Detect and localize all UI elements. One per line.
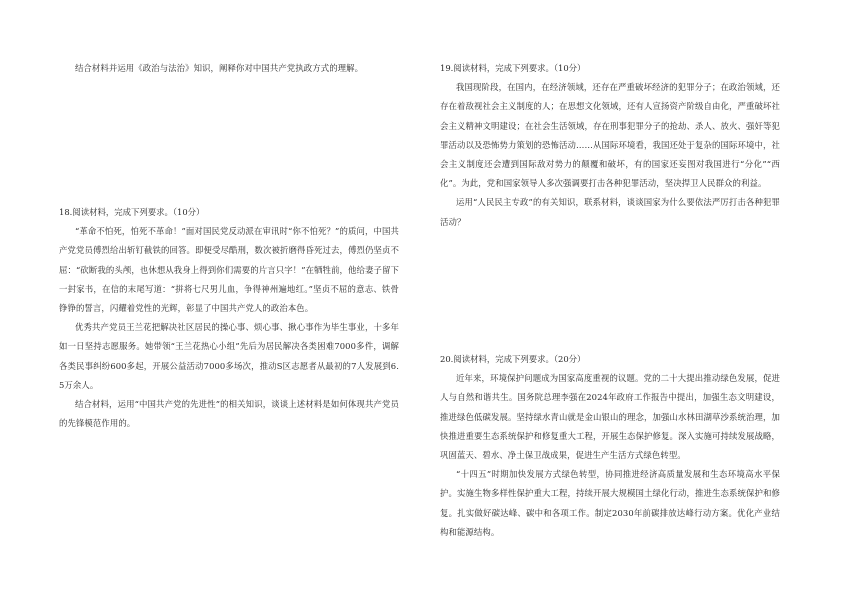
question-18-material-1: “革命不怕死，怕死不革命！”面对国民党反动派在审讯时“你不怕死？”的质问，中国共产党党员傅烈给出斩钉截铁的回答。即便受尽酷刑，数次被折磨得昏死过去，傅烈仍坚贞不屈：“砍断我的头颅，也休想从我身上得到你们需要的片言只字！”在牺牲前，他给妻子留下一封家书，在信的末尾写道：“拼将七尺男儿血，争得神州遍地红。”坚贞不屈的意志、铁骨铮铮的誓言，闪耀着党性的光辉，彰显了中国共产党人的政治本色。 (59, 226, 399, 314)
question-19 (440, 59, 780, 232)
question-19-material: 我国现阶段，在国内，在经济领域，还存在严重破坏经济的犯罪分子；在政治领域，还存在着敌视社会主义制度的人；在思想文化领域，还有人宣扬资产阶级自由化，严重破坏社会主义精神文明建设；在社会生活领域，存在刑事犯罪分子的抢劫、杀人、放火、强奸等犯罪活动以及恐怖势力策划的恐怖活动……从国际环境看，我国还处于复杂的国际环境中，社会主义制度还会遭到国际敌对势力的颠覆和破坏，有的国家还妄图对我国进行“分化”“西化”。为此，党和国家领导人多次强调要打击各种犯罪活动，坚决捍卫人民群众的利益。 (440, 82, 780, 189)
question-18-material-2: 优秀共产党员王兰花把解决社区居民的操心事、烦心事、揪心事作为毕生事业，十多年如一日坚持志愿服务。她带领“王兰花热心小组”先后为居民解决各类困难7000多件，调解各类民事纠纷600多起，开展公益活动7000多场次，推动S区志愿者从最初的7人发展到6.5万余人。 (59, 322, 399, 390)
question-18-heading: 18.阅读材料，完成下列要求。（10分） (59, 207, 205, 217)
intro-prompt: 结合材料并运用《政治与法治》知识，阐释你对中国共产党执政方式的理解。 (74, 63, 364, 73)
question-19-heading: 19.阅读材料，完成下列要求。（10分） (440, 63, 586, 73)
question-20 (440, 350, 780, 542)
question-18-prompt: 结合材料，运用“中国共产党的先进性”的相关知识，谈谈上述材料是如何体现共产党员的先锋模范作用的。 (59, 399, 399, 429)
question-19-prompt: 运用“人民民主专政”的有关知识，联系材料，谈谈国家为什么要依法严厉打击各种犯罪活动？ (440, 197, 780, 227)
intro-prompt-block (59, 59, 399, 78)
question-20-heading: 20.阅读材料，完成下列要求。（20分） (440, 354, 586, 364)
question-20-material-1: 近年来，环境保护问题成为国家高度重视的议题。党的二十大提出推动绿色发展，促进人与自然和谐共生。国务院总理李强在2024年政府工作报告中提出，加强生态文明建设，推进绿色低碳发展。坚持绿水青山就是金山银山的理念，加强山水林田湖草沙系统治理，加快推进重要生态系统保护和修复重大工程，开展生态保护修复。深入实施可持续发展战略，巩固蓝天、碧水、净土保卫战成果，促进生产生活方式绿色转型。 (440, 373, 780, 461)
question-18 (59, 203, 399, 433)
question-20-material-2: “十四五”时期加快发展方式绿色转型，协同推进经济高质量发展和生态环境高水平保护。实施生物多样性保护重大工程，持续开展大规模国土绿化行动，推进生态系统保护和修复。扎实做好碳达峰、碳中和各项工作。制定2030年前碳排放达峰行动方案。优化产业结构和能源结构。 (440, 469, 780, 537)
